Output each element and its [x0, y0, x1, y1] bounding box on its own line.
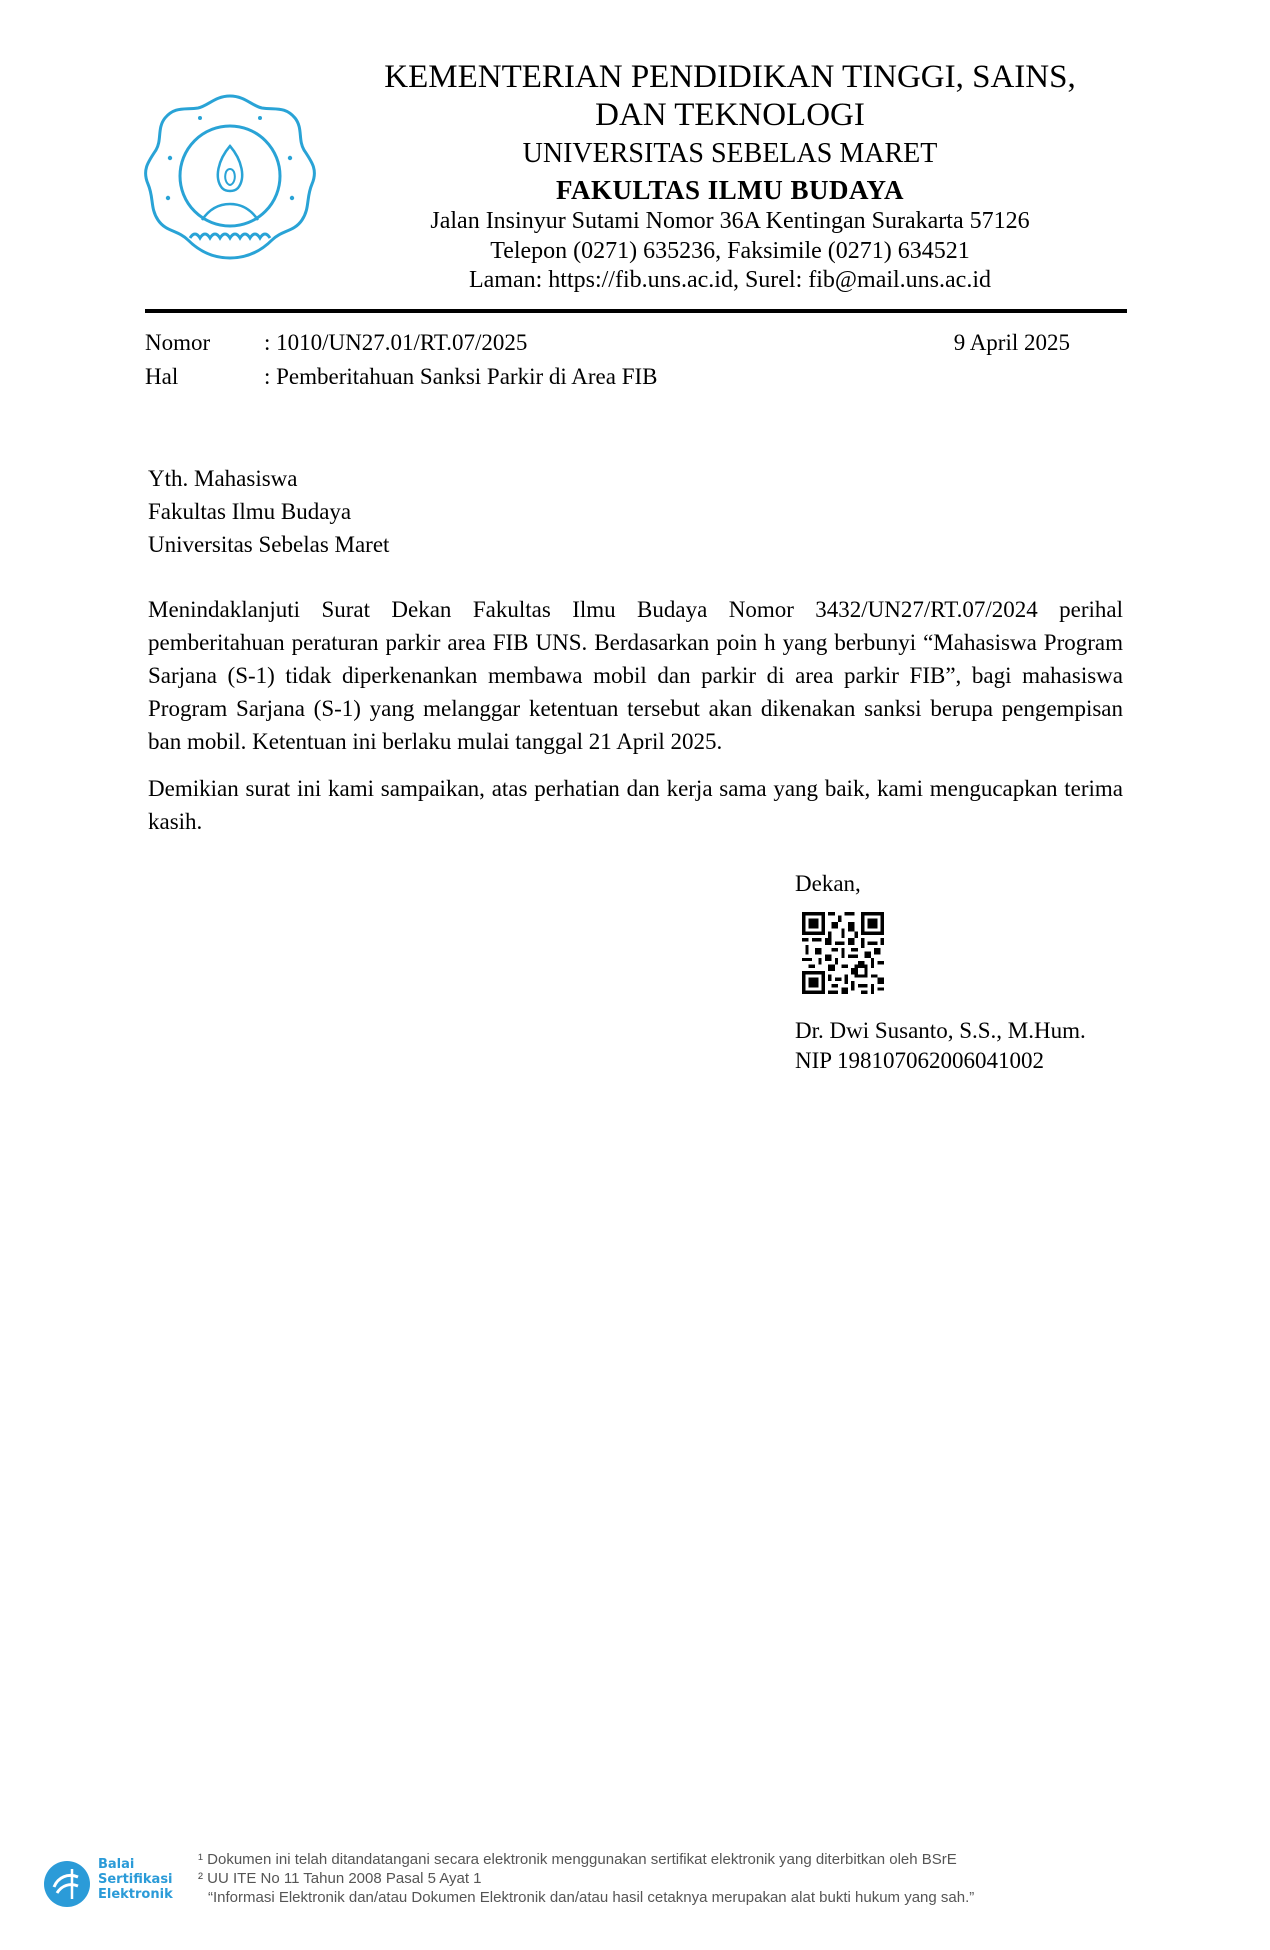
university-logo — [140, 88, 320, 268]
faculty-name: FAKULTAS ILMU BUDAYA — [555, 175, 905, 205]
university-name: UNIVERSITAS SEBELAS MARET — [522, 138, 938, 169]
footer-note-2: ² UU ITE No 11 Tahun 2008 Pasal 5 Ayat 1 — [198, 1870, 482, 1887]
footer-note-1: ¹ Dokumen ini telah ditandatangani secara elektronik menggunakan sertifikat elektronik yang diterbitkan oleh BSrE — [198, 1851, 957, 1868]
recipient-block — [148, 462, 389, 561]
body-paragraph-1: Menindaklanjuti Surat Dekan Fakultas Ilmu Budaya Nomor 3432/UN27/RT.07/2024 perihal pemberitahuan peraturan parkir area FIB UNS. Berdasarkan poin h yang berbunyi “Mahasiswa Program Sarjana (S-1) tidak diperkenankan membawa mobil dan parkir di area parkir FIB”, bagi mahasiswa Program Sarjana (S-1) yang melanggar ketentuan tersebut akan dikenakan sanksi berupa pengempisan ban mobil. Ketentuan ini berlaku mulai tanggal 21 April 2025. — [148, 597, 1123, 754]
signatory-name: Dr. Dwi Susanto, S.S., M.Hum. — [795, 1018, 1086, 1043]
signatory-nip: NIP 198107062006041002 — [795, 1048, 1044, 1073]
recipient-line: Universitas Sebelas Maret — [148, 532, 390, 557]
recipient-line: Yth. Mahasiswa — [148, 466, 298, 491]
hal-value: : Pemberitahuan Sanksi Parkir di Area FIB — [264, 364, 658, 389]
signature-title: Dekan, — [795, 871, 861, 896]
faculty-web: Laman: https://fib.uns.ac.id, Surel: fib@mail.uns.ac.id — [468, 267, 991, 293]
ministry-name — [330, 58, 1130, 134]
faculty-address: Jalan Insinyur Sutami Nomor 36A Kentingan Surakarta 57126 — [430, 208, 1030, 234]
nomor-label: Nomor — [145, 330, 211, 355]
nomor-value: : 1010/UN27.01/RT.07/2025 — [264, 330, 528, 355]
footer-note-3: “Informasi Elektronik dan/atau Dokumen Elektronik dan/atau hasil cetaknya merupakan alat bukti hukum yang sah.” — [208, 1889, 975, 1906]
bsre-emblem-icon — [42, 1859, 92, 1909]
body-paragraph-2: Demikian surat ini kami sampaikan, atas perhatian dan kerja sama yang baik, kami mengucapkan terima kasih. — [148, 776, 1123, 834]
recipient-line: Fakultas Ilmu Budaya — [148, 499, 352, 524]
faculty-phone: Telepon (0271) 635236, Faksimile (0271) 634521 — [490, 238, 970, 264]
bsre-logo-text: Balai Sertifikasi Elektronik — [98, 1857, 173, 1902]
signature-qr-code — [802, 912, 884, 994]
letterhead-rule — [145, 309, 1127, 313]
hal-label: Hal — [145, 364, 179, 389]
letter-date: 9 April 2025 — [953, 330, 1070, 355]
bsre-logo — [42, 1855, 192, 1915]
ministry-line-2: DAN TEKNOLOGI — [595, 97, 865, 133]
ministry-line-1: KEMENTERIAN PENDIDIKAN TINGGI, SAINS, — [384, 59, 1076, 95]
